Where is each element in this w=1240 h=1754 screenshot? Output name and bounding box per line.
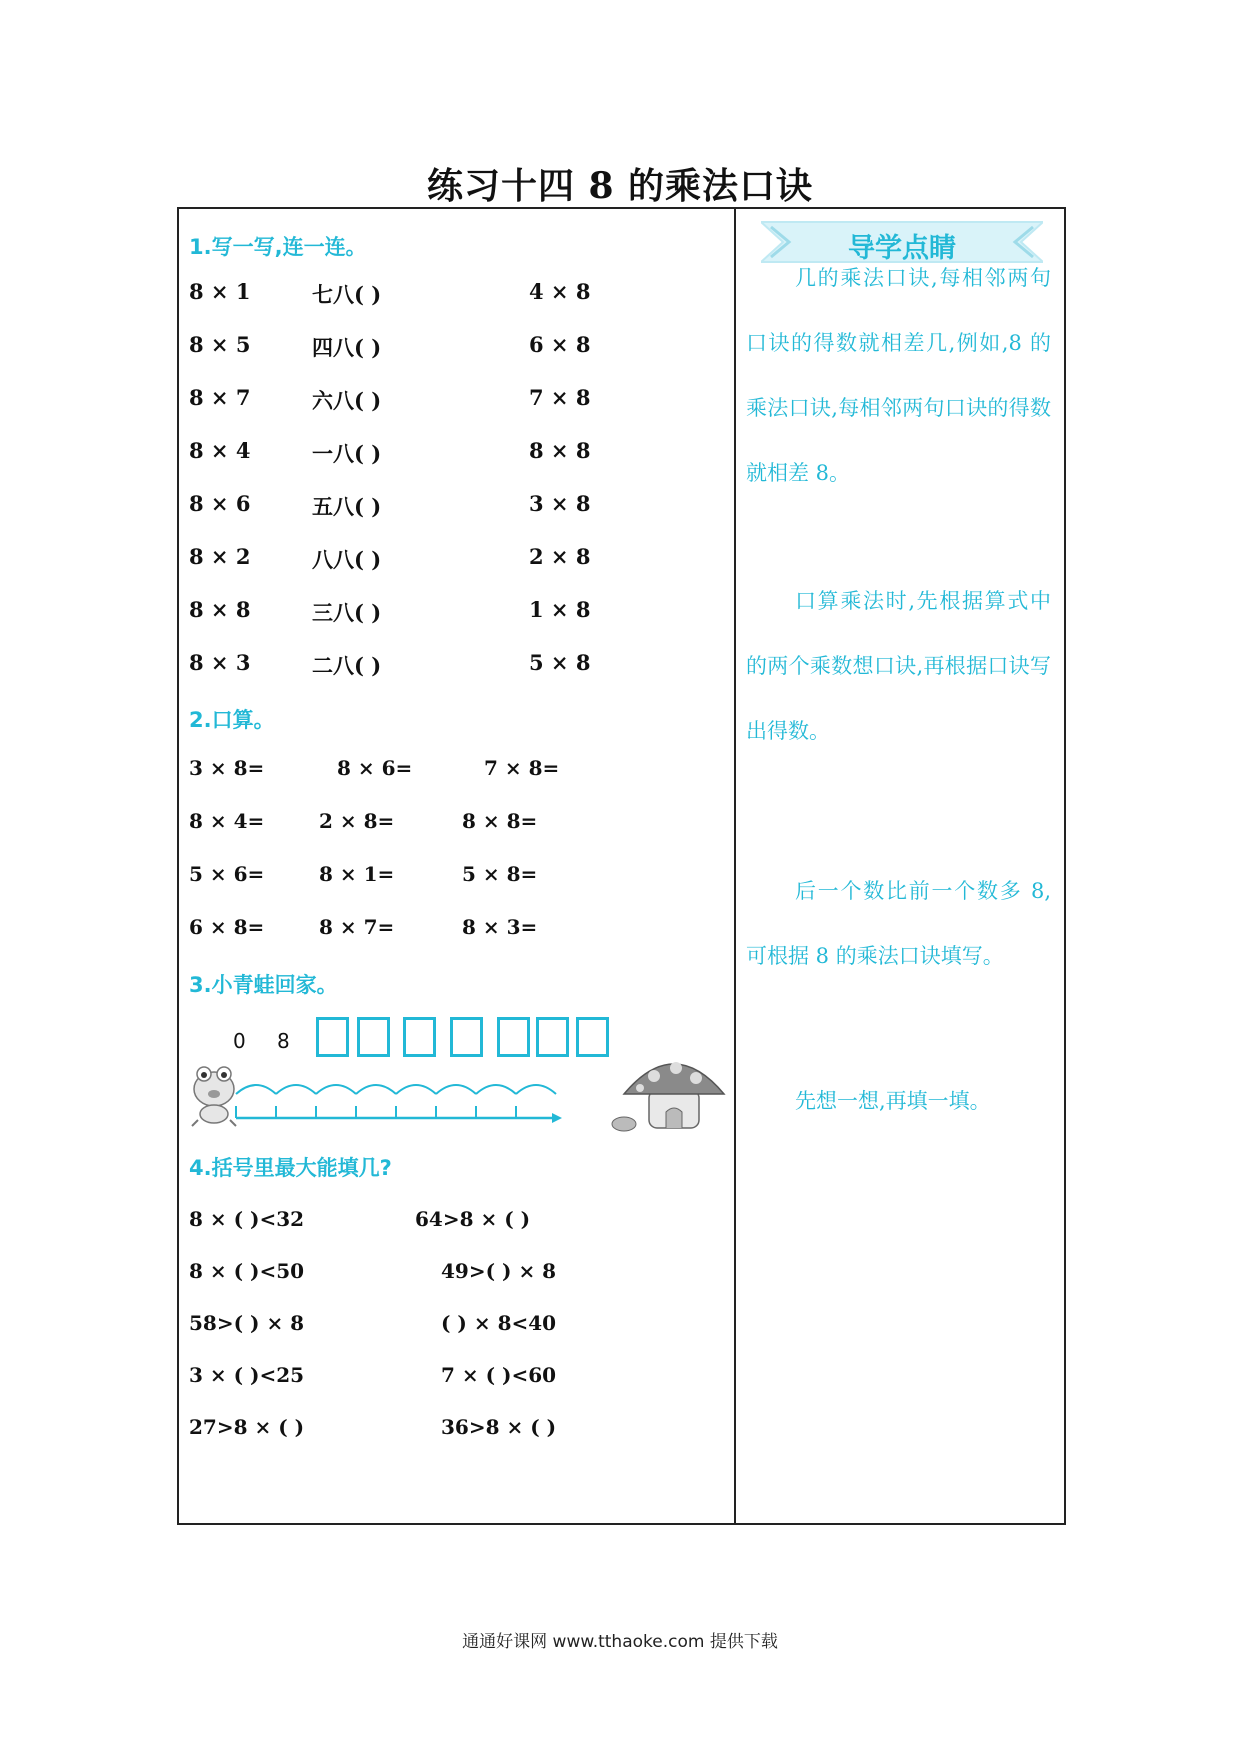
tip-oral-calculation: 口算乘法时,先根据算式中的两个乘数想口诀,再根据口诀写出得数。 — [746, 589, 1051, 743]
oral-problem[interactable]: 8 × 7= — [319, 915, 395, 939]
oral-problem[interactable]: 5 × 6= — [189, 862, 265, 886]
start-label-eight: 8 — [277, 1029, 290, 1053]
rhyme-blank[interactable]: 四八( ) — [312, 335, 382, 360]
oral-problem[interactable]: 7 × 8= — [484, 756, 560, 780]
mushroom-house-icon — [612, 1062, 724, 1131]
left-expression: 8 × 6 — [189, 491, 251, 516]
inequality-problem[interactable]: 3 × ( )<25 — [189, 1363, 305, 1387]
inequality-problem[interactable]: 36>8 × ( ) — [441, 1415, 557, 1439]
inequality-problem[interactable]: 49>( ) × 8 — [441, 1259, 557, 1283]
oral-problem[interactable]: 6 × 8= — [189, 915, 265, 939]
inequality-problem[interactable]: 8 × ( )<32 — [189, 1207, 305, 1231]
oral-problem[interactable]: 2 × 8= — [319, 809, 395, 833]
answer-box[interactable] — [316, 1017, 349, 1057]
left-expression: 8 × 3 — [189, 650, 251, 675]
rhyme-blank[interactable]: 一八( ) — [312, 441, 382, 466]
left-expression: 8 × 4 — [189, 438, 251, 463]
number-line — [236, 1085, 562, 1123]
column-divider — [734, 209, 736, 1523]
match-row — [179, 438, 719, 468]
tip-fill-in: 先想一想,再填一填。 — [795, 1089, 991, 1113]
oral-problem[interactable]: 8 × 8= — [462, 809, 538, 833]
answer-box[interactable] — [403, 1017, 436, 1057]
match-row — [179, 332, 719, 362]
oral-problem[interactable]: 8 × 6= — [337, 756, 413, 780]
match-row — [179, 491, 719, 521]
left-expression: 8 × 2 — [189, 544, 251, 569]
section4-heading: 4.括号里最大能填几? — [189, 1156, 392, 1180]
match-row — [179, 650, 719, 680]
right-expression: 3 × 8 — [529, 491, 591, 516]
section2-heading: 2.口算。 — [189, 708, 275, 732]
footer-credit: 通通好课网 www.tthaoke.com 提供下载 — [462, 1632, 778, 1652]
left-expression: 8 × 8 — [189, 597, 251, 622]
answer-box[interactable] — [497, 1017, 530, 1057]
match-row — [179, 597, 719, 627]
inequality-problem[interactable]: 27>8 × ( ) — [189, 1415, 305, 1439]
left-expression: 8 × 5 — [189, 332, 251, 357]
guide-heading: 导学点睛 — [848, 233, 956, 264]
tip-multiplication-pattern: 几的乘法口诀,每相邻两句口诀的得数就相差几,例如,8 的乘法口诀,每相邻两句口诀的得数就相差 8。 — [746, 266, 1051, 485]
inequality-problem[interactable]: ( ) × 8<40 — [441, 1311, 557, 1335]
rhyme-blank[interactable]: 八八( ) — [312, 547, 382, 572]
match-row — [179, 279, 719, 309]
number-line-illustration — [184, 1054, 729, 1134]
oral-problem[interactable]: 8 × 1= — [319, 862, 395, 886]
rhyme-blank[interactable]: 七八( ) — [312, 282, 382, 307]
section1-heading: 1.写一写,连一连。 — [189, 235, 367, 259]
oral-problem[interactable]: 3 × 8= — [189, 756, 265, 780]
inequality-problem[interactable]: 58>( ) × 8 — [189, 1311, 305, 1335]
oral-problem[interactable]: 5 × 8= — [462, 862, 538, 886]
right-expression: 4 × 8 — [529, 279, 591, 304]
right-expression: 7 × 8 — [529, 385, 591, 410]
right-expression: 5 × 8 — [529, 650, 591, 675]
answer-box[interactable] — [576, 1017, 609, 1057]
oral-problem[interactable]: 8 × 4= — [189, 809, 265, 833]
inequality-problem[interactable]: 8 × ( )<50 — [189, 1259, 305, 1283]
match-row — [179, 544, 719, 574]
answer-box[interactable] — [450, 1017, 483, 1057]
match-row — [179, 385, 719, 415]
rhyme-blank[interactable]: 五八( ) — [312, 494, 382, 519]
right-expression: 1 × 8 — [529, 597, 591, 622]
right-expression: 2 × 8 — [529, 544, 591, 569]
inequality-problem[interactable]: 64>8 × ( ) — [415, 1207, 531, 1231]
start-label-zero: 0 — [233, 1029, 246, 1053]
right-expression: 8 × 8 — [529, 438, 591, 463]
frog-icon — [192, 1067, 236, 1126]
tip-frog-sequence: 后一个数比前一个数多 8,可根据 8 的乘法口诀填写。 — [746, 879, 1051, 968]
page-title: 练习十四 8 的乘法口诀 — [426, 165, 814, 207]
answer-box[interactable] — [536, 1017, 569, 1057]
oral-problem[interactable]: 8 × 3= — [462, 915, 538, 939]
left-expression: 8 × 7 — [189, 385, 251, 410]
rhyme-blank[interactable]: 三八( ) — [312, 600, 382, 625]
inequality-problem[interactable]: 7 × ( )<60 — [441, 1363, 557, 1387]
right-expression: 6 × 8 — [529, 332, 591, 357]
worksheet-frame — [177, 207, 1066, 1525]
rhyme-blank[interactable]: 二八( ) — [312, 653, 382, 678]
rhyme-blank[interactable]: 六八( ) — [312, 388, 382, 413]
left-expression: 8 × 1 — [189, 279, 251, 304]
section3-heading: 3.小青蛙回家。 — [189, 973, 338, 997]
answer-box[interactable] — [357, 1017, 390, 1057]
